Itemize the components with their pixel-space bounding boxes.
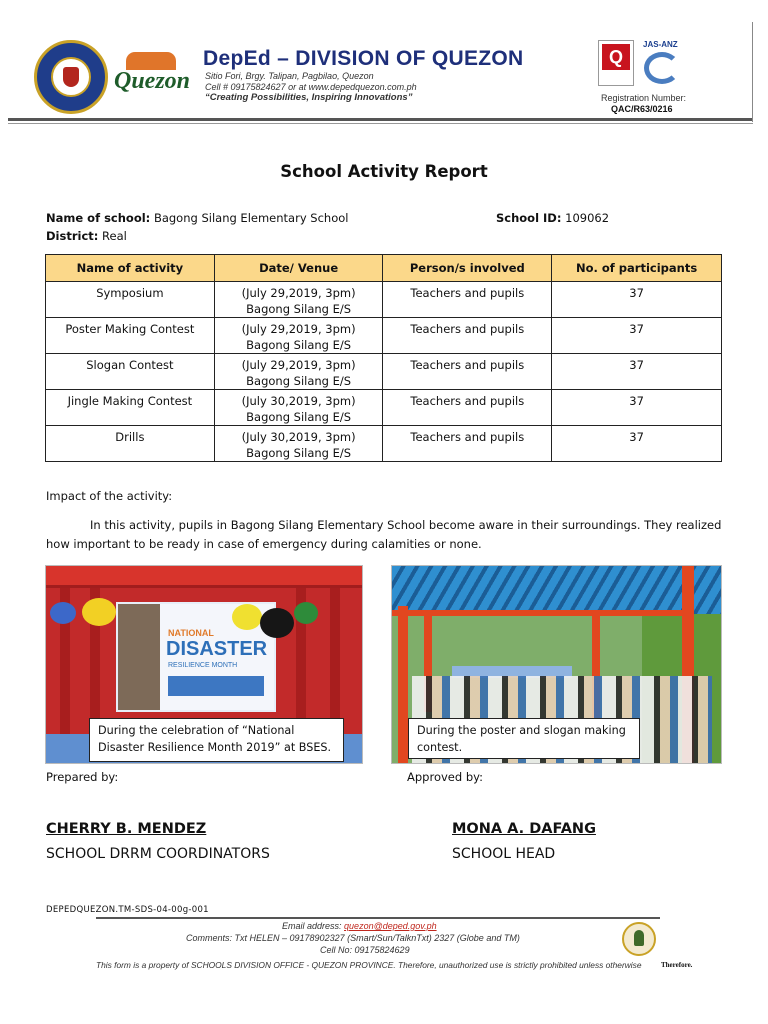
footer-cell-number: Cell No: 09175824629 <box>320 945 410 955</box>
org-contact: Cell # 09175824627 or at www.depedquezon.com.ph <box>205 82 417 92</box>
header-divider <box>8 118 753 121</box>
header-side-divider <box>752 22 753 122</box>
date-venue-cell <box>214 282 383 318</box>
column-header-participants: No. of participants <box>552 255 722 282</box>
table-row <box>46 390 722 426</box>
date-text: (July 29,2019, 3pm) <box>241 322 356 336</box>
persons-cell: Teachers and pupils <box>383 282 552 318</box>
district-value: Real <box>102 229 127 243</box>
jas-anz-label: JAS-ANZ <box>643 40 678 49</box>
school-name-label: Name of school: <box>46 211 151 225</box>
venue-text: Bagong Silang E/S <box>246 302 352 316</box>
email-label: Email address: <box>282 921 342 931</box>
participants-cell: 37 <box>552 282 722 318</box>
certification-q-logo: Q <box>598 40 634 86</box>
persons-cell: Teachers and pupils <box>383 426 552 462</box>
registration-number: QAC/R63/0216 <box>611 104 673 114</box>
registration-label: Registration Number: <box>601 93 687 103</box>
photo-caption-contest: During the poster and slogan making contest. <box>408 718 640 759</box>
table-row <box>46 282 722 318</box>
footer-seal-logo <box>622 922 656 956</box>
venue-text: Bagong Silang E/S <box>246 446 352 460</box>
school-name-field <box>46 211 348 225</box>
school-id-field <box>496 211 609 225</box>
activity-cell: Symposium <box>46 282 215 318</box>
email-link[interactable]: quezon@deped.gov.ph <box>344 921 437 931</box>
date-venue-cell <box>214 318 383 354</box>
deped-quezon-logo <box>112 52 194 104</box>
activity-cell: Slogan Contest <box>46 354 215 390</box>
column-header-date-venue: Date/ Venue <box>214 255 383 282</box>
prepared-by-role: SCHOOL DRRM COORDINATORS <box>46 846 270 862</box>
footer-tail-text: Therefore. <box>661 961 693 969</box>
persons-cell: Teachers and pupils <box>383 354 552 390</box>
column-header-persons: Person/s involved <box>383 255 552 282</box>
activity-cell: Poster Making Contest <box>46 318 215 354</box>
table-row <box>46 318 722 354</box>
venue-text: Bagong Silang E/S <box>246 338 352 352</box>
footer-divider <box>96 917 660 919</box>
district-label: District: <box>46 229 99 243</box>
org-address: Sitio Fori, Brgy. Talipan, Pagbilao, Quezon <box>205 71 374 81</box>
footer-email <box>282 921 437 931</box>
persons-cell: Teachers and pupils <box>383 390 552 426</box>
approved-by-name: MONA A. DAFANG <box>452 821 596 837</box>
participants-cell: 37 <box>552 390 722 426</box>
header-divider-thin <box>8 123 753 124</box>
activity-cell: Drills <box>46 426 215 462</box>
approved-by-role: SCHOOL HEAD <box>452 846 556 862</box>
table-row <box>46 354 722 390</box>
participants-cell: 37 <box>552 318 722 354</box>
impact-label: Impact of the activity: <box>46 489 173 503</box>
date-text: (July 29,2019, 3pm) <box>241 286 356 300</box>
date-venue-cell <box>214 390 383 426</box>
date-venue-cell <box>214 426 383 462</box>
persons-cell: Teachers and pupils <box>383 318 552 354</box>
column-header-activity: Name of activity <box>46 255 215 282</box>
venue-text: Bagong Silang E/S <box>246 374 352 388</box>
school-name-value: Bagong Silang Elementary School <box>153 211 349 225</box>
table-row <box>46 426 722 462</box>
district-field <box>46 229 127 243</box>
participants-cell: 37 <box>552 426 722 462</box>
document-code: DEPEDQUEZON.TM-SDS-04-00g-001 <box>46 905 209 915</box>
school-id-value: 109062 <box>565 211 610 225</box>
prepared-by-name: CHERRY B. MENDEZ <box>46 821 207 837</box>
page-title: School Activity Report <box>280 162 488 181</box>
footer-property-notice: This form is a property of SCHOOLS DIVISION OFFICE - QUEZON PROVINCE. Therefore, unauthorized use is strictly prohibited unless otherwise <box>96 960 642 970</box>
table-header-row <box>46 255 722 282</box>
footer-comments: Comments: Txt HELEN – 09178902327 (Smart/Sun/TalknTxt) 2327 (Globe and TM) <box>186 933 520 943</box>
photo-caption-celebration: During the celebration of “National Disaster Resilience Month 2019” at BSES. <box>89 718 344 762</box>
date-text: (July 30,2019, 3pm) <box>241 394 356 408</box>
date-venue-cell <box>214 354 383 390</box>
quezon-logo-text: Quezon <box>114 68 191 94</box>
banner-text-resilience: RESILIENCE MONTH <box>168 662 238 669</box>
banner-text-national: NATIONAL <box>168 628 214 638</box>
participants-cell: 37 <box>552 354 722 390</box>
org-motto: “Creating Possibilities, Inspiring Innovations” <box>205 92 413 103</box>
org-title: DepEd – DIVISION OF QUEZON <box>203 47 524 70</box>
impact-paragraph: In this activity, pupils in Bagong Silang Elementary School become aware in their surroundings. They realized how important to be ready in case of emergency during calamities or none. <box>46 518 722 551</box>
letterhead <box>0 0 768 130</box>
deped-seal-logo <box>34 40 108 114</box>
school-id-label: School ID: <box>496 211 562 225</box>
approved-by-label: Approved by: <box>407 770 483 784</box>
prepared-by-label: Prepared by: <box>46 770 119 784</box>
activities-table <box>45 254 722 462</box>
venue-text: Bagong Silang E/S <box>246 410 352 424</box>
banner-text-disaster: DISASTER <box>166 638 268 660</box>
date-text: (July 29,2019, 3pm) <box>241 358 356 372</box>
date-text: (July 30,2019, 3pm) <box>241 430 356 444</box>
jas-anz-logo <box>644 52 680 84</box>
activity-cell: Jingle Making Contest <box>46 390 215 426</box>
